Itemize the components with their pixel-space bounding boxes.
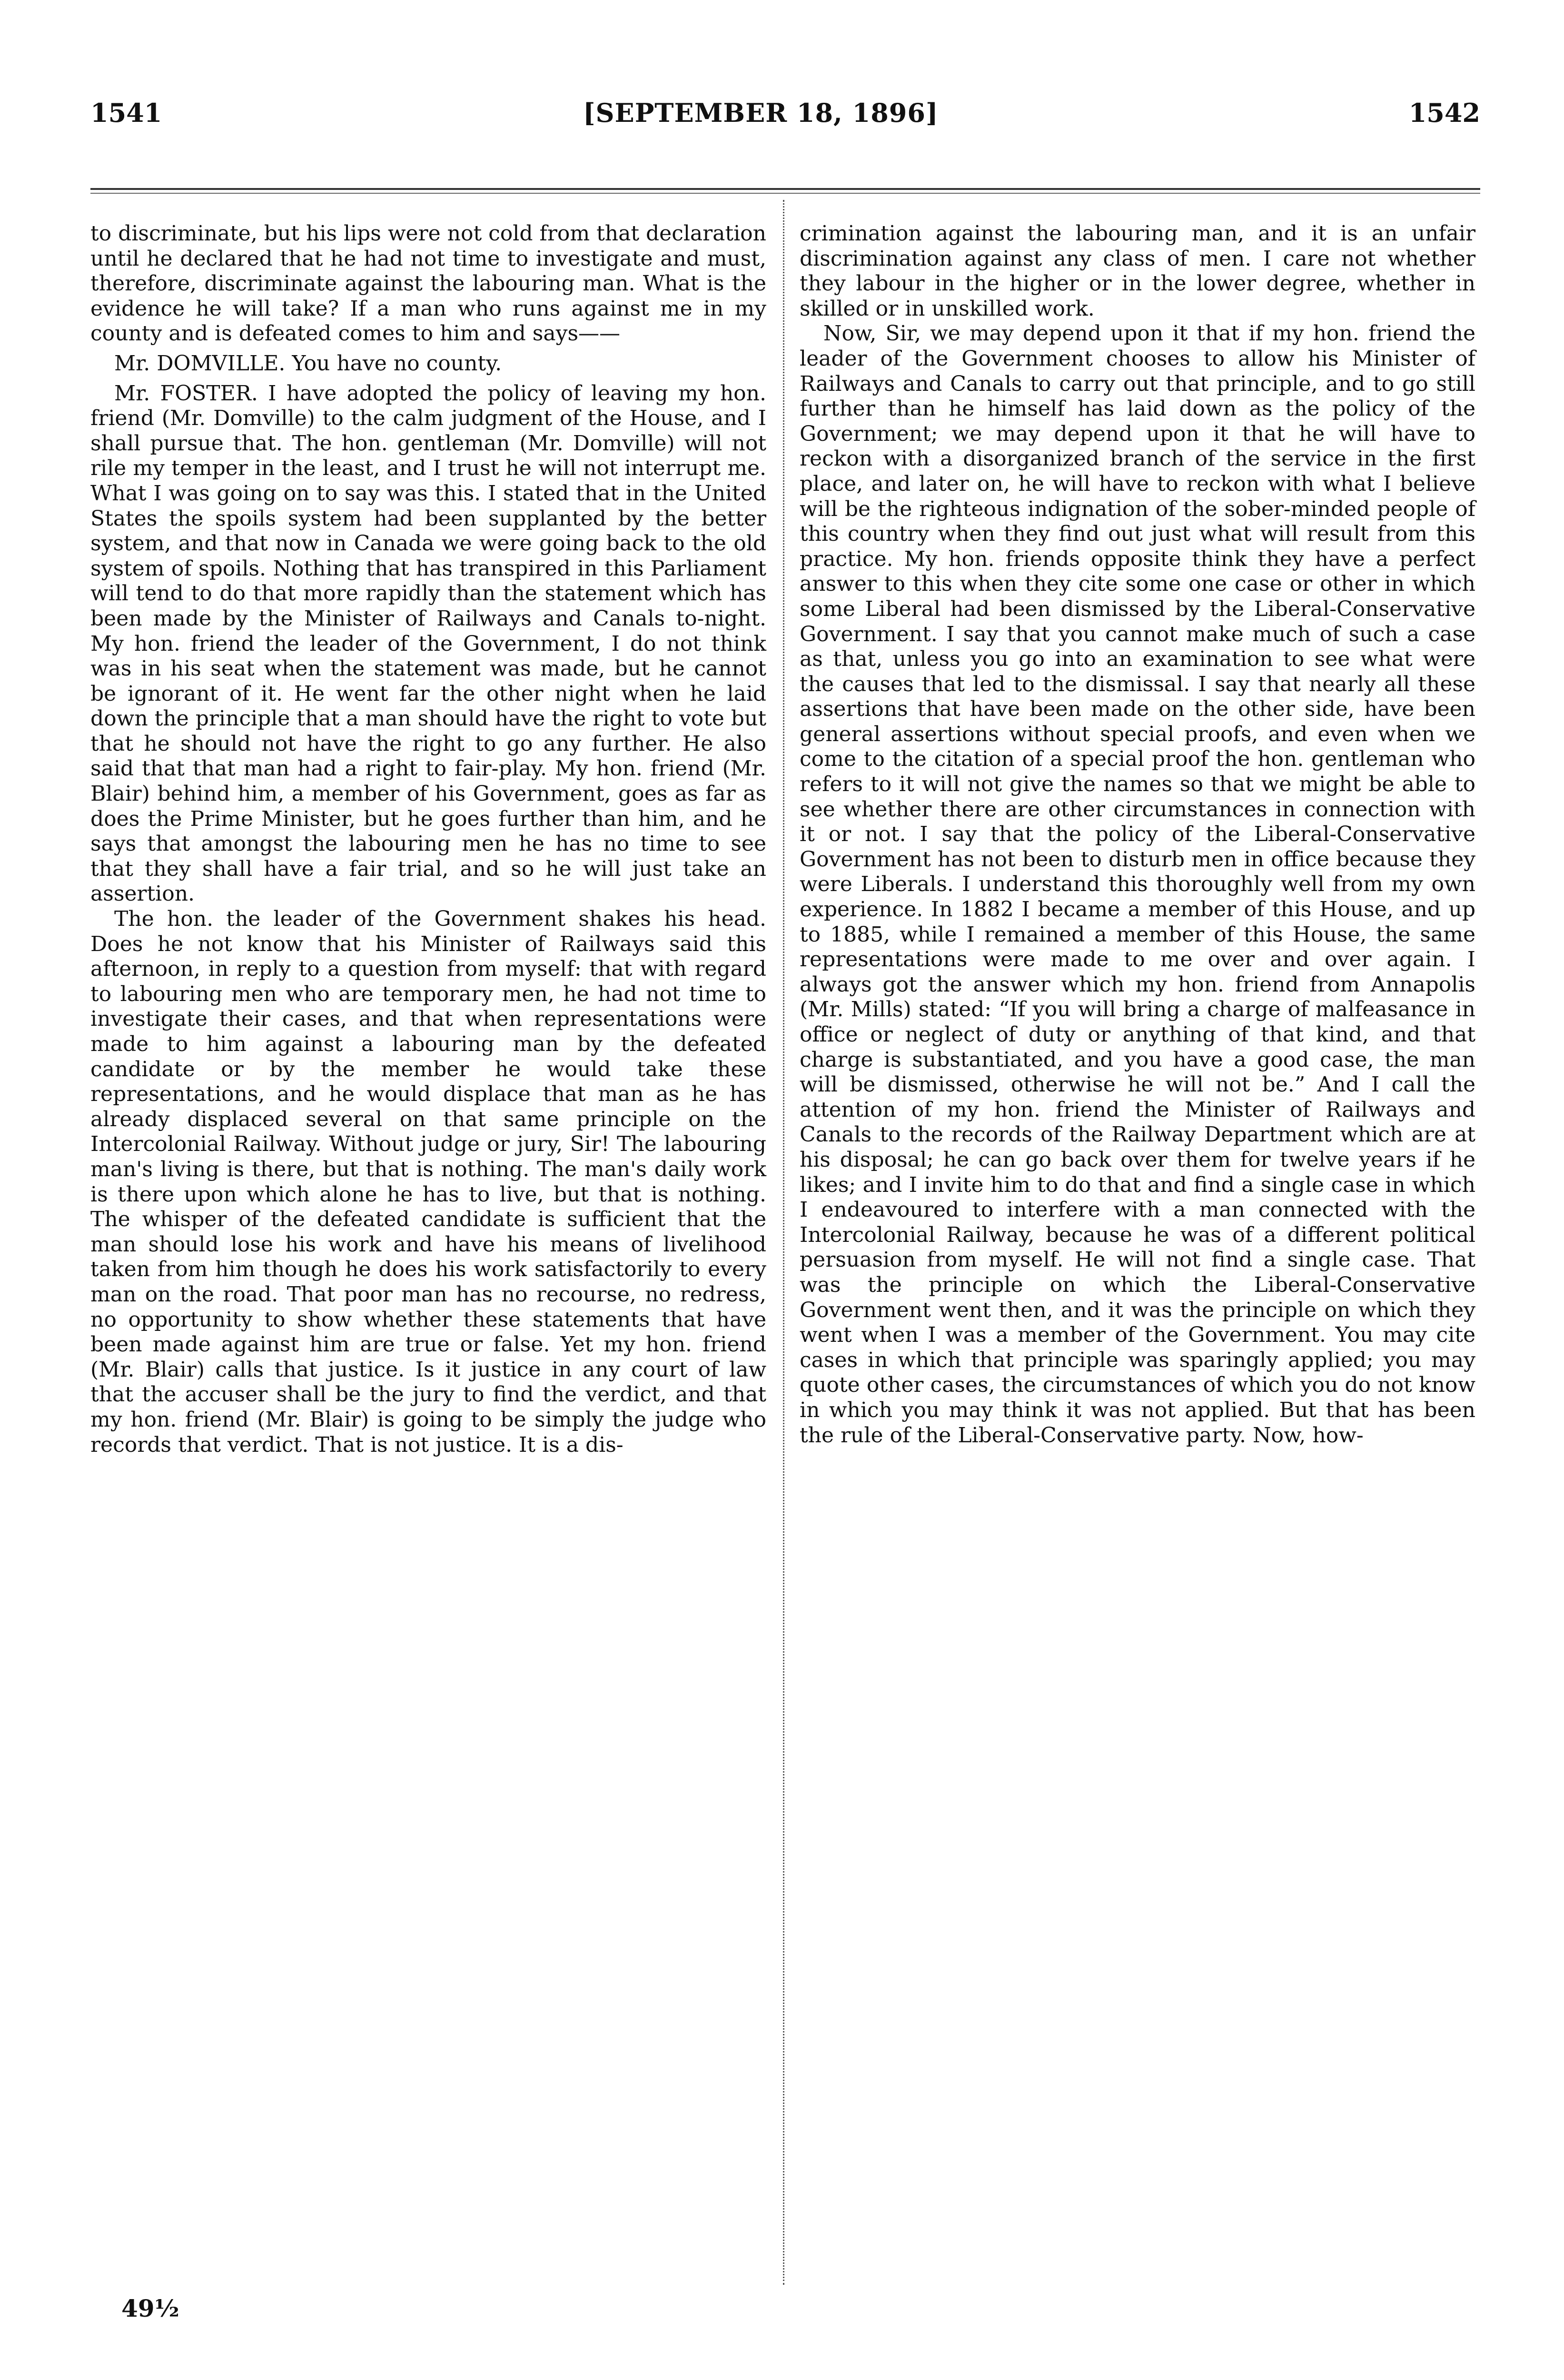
header-rule-thin (90, 193, 1480, 194)
paragraph-speaker-foster: Mr. FOSTER. I have adopted the policy of leaving my hon. friend (Mr. Domville) to the calm judgment of the House, and I shall pursue that. The hon. gentleman (Mr. Domville) will not rile my temper in the least, and I trust he will not interrupt me. What I was going on to say was this. I stated that in the United States the spoils system had been supplanted by the better system, and that now in Canada we were going back to the old system of spoils. Nothing that has transpired in this Parliament will tend to do that more rapidly than the statement which has been made by the Minister of Railways and Canals to-night. My hon. friend the leader of the Government, I do not think was in his seat when the statement was made, but he cannot be ignorant of it. He went far the other night when he laid down the principle that a man should have the right to vote but that he should not have the right to go any further. He also said that that man had a right to fair-play. My hon. friend (Mr. Blair) behind him, a member of his Government, goes as far as does the Prime Minister, but he goes further than him, and he says that amongst the labouring men he has no time to see that they shall have a fair trial, and so he will just take an assertion. (90, 381, 766, 906)
paragraph: crimination against the labouring man, and it is an unfair discrimination against any class of men. I care not whether they labour in the higher or in the lower degree, whether in skilled or in unskilled work. (800, 221, 1475, 321)
page-number-left: 1541 (90, 98, 162, 128)
paragraph-speaker-domville: Mr. DOMVILLE. You have no county. (114, 351, 502, 376)
header-rule (90, 188, 1480, 190)
paragraph: Now, Sir, we may depend upon it that if my hon. friend the leader of the Government chooses to allow his Minister of Railways and Canals to carry out that principle, and to go still further than he himself has laid down as the policy of the Government; we may depend upon it that he will have to reckon with a disorganized branch of the service in the first place, and later on, he will have to reckon with what I believe will be the righteous indignation of the sober-minded people of this country when they find out just what will result from this practice. My hon. friends opposite think they have a perfect answer to this when they cite some one case or other in which some Liberal had been dismissed by the Liberal-Conservative Government. I say that you cannot make much of such a case as that, unless you go into an examination to see what were the causes that led to the dismissal. I say that nearly all these assertions that have been made on the other side, have been general assertions without special proofs, and even when we come to the citation of a special proof the hon. gentleman who refers to it will not give the names so that we might be able to see whether there are other circumstances in connection with it or not. I say that the policy of the Liberal-Conservative Government has not been to disturb men in office because they were Liberals. I understand this thoroughly well from my own experience. In 1882 I became a member of this House, and up to 1885, while I remained a member of this House, the same representations were made to me over and over again. I always got the answer which my hon. friend from Annapolis (Mr. Mills) stated: “If you will bring a charge of malfeasance in office or neglect of duty or anything of that kind, and that charge is substantiated, and you have a good case, the man will be dismissed, otherwise he will not be.” And I call the attention of my hon. friend the Minister of Railways and Canals to the records of the Railway Department which are at his disposal; he can go back over them for twelve years if he likes; and I invite him to do that and find a single case in which I endeavoured to interfere with a man connected with the Intercolonial Railway, because he was of a different political persuasion from myself. He will not find a single case. That was the principle on which the Liberal-Conservative Government went then, and it was the principle on which they went when I was a member of the Government. You may cite cases in which that principle was sparingly applied; you may quote other cases, the circumstances of which you do not know in which you may think it was not applied. But that has been the rule of the Liberal-Conservative party. Now, how- (800, 321, 1475, 1448)
paragraph: The hon. the leader of the Government shakes his head. Does he not know that his Minister of Railways said this afternoon, in reply to a question from myself: that with regard to labouring men who are temporary men, he had not time to investigate their cases, and that when representations were made to him against a labouring man by the defeated candidate or by the member he would take these representations, and he would displace that man as he has already displaced several on that same principle on the Intercolonial Railway. Without judge or jury, Sir! The labouring man's living is there, but that is nothing. The man's daily work is there upon which alone he has to live, but that is nothing. The whisper of the defeated candidate is sufficient that the man should lose his work and have his means of livelihood taken from him though he does his work satisfactorily to every man on the road. That poor man has no recourse, no redress, no opportunity to show whether these statements that have been made against him are true or false. Yet my hon. friend (Mr. Blair) calls that justice. Is it justice in any court of law that the accuser shall be the jury to find the verdict, and that my hon. friend (Mr. Blair) is going to be simply the judge who records that verdict. That is not justice. It is a dis- (90, 907, 766, 1457)
paragraph: to discriminate, but his lips were not cold from that declaration until he declared that he had not time to investigate and must, therefore, discriminate against the labouring man. What is the evidence he will take? If a man who runs against me in my county and is defeated comes to him and says—— (90, 221, 766, 346)
left-column (90, 221, 766, 1458)
column-divider (783, 200, 784, 2285)
signature-mark: 49½ (121, 2294, 179, 2322)
page-number-right: 1542 (1408, 98, 1480, 128)
page-date: [SEPTEMBER 18, 1896] (583, 98, 939, 128)
right-column (800, 221, 1475, 1448)
page-header (90, 98, 1480, 136)
